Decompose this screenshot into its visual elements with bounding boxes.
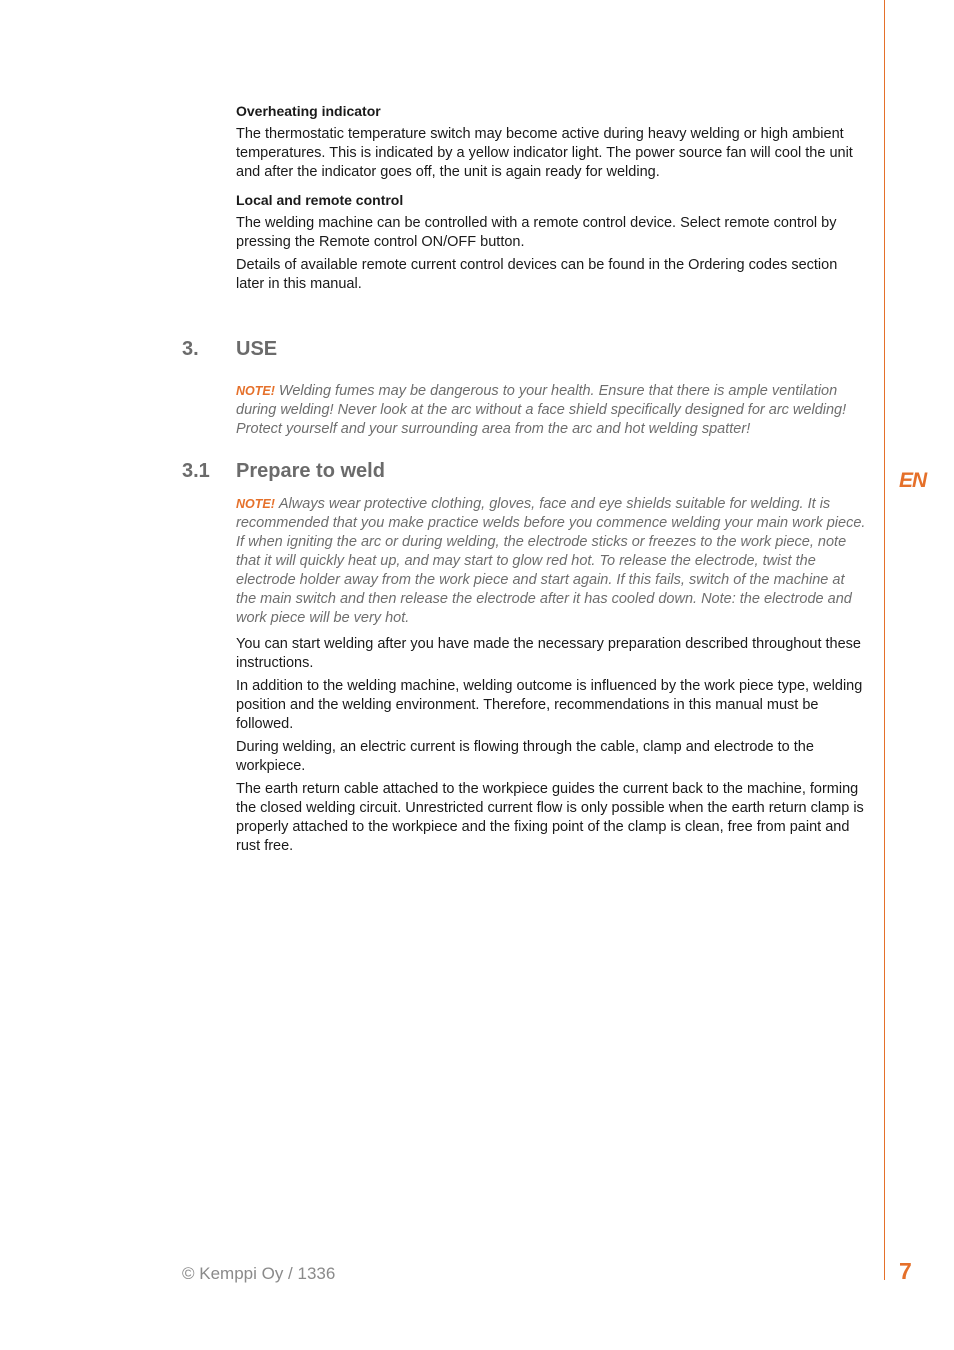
note-prepare-text: Always wear protective clothing, gloves, face and eye shields suitable for welding. It is recommended that you make practice welds before you commence welding your main work piece. If when igniting the arc or during welding, the electrode sticks or freezes to the work piece, note that it will quickly heat up, and may start to glow red hot. To release the electrode, twist the electrode holder away from the work piece and start again. If this fails, switch of the machine at the main switch and then release the electrode after it has cooled down. Note: the electrode and work piece will be very hot. xyxy=(236,496,866,626)
remote-text-2: Details of available remote current control devices can be found in the Ordering codes section later in this manual. xyxy=(236,257,838,292)
section-3-1-title: Prepare to weld xyxy=(236,460,385,482)
section-3-title: USE xyxy=(236,338,278,360)
page-number: 7 xyxy=(899,1258,912,1284)
remote-text-1: The welding machine can be controlled with a remote control device. Select remote control by pressing the Remote control ON/OFF button. xyxy=(236,215,837,250)
note-use xyxy=(236,382,866,439)
section-3-number: 3. xyxy=(182,338,199,360)
remote-title: Local and remote control xyxy=(236,192,404,208)
overheating-text: The thermostatic temperature switch may become active during heavy welding or high ambient temperatures. This is indicated by a yellow indicator light. The power source fan will cool the unit and after the indicator goes off, the unit is again ready for welding. xyxy=(236,126,853,180)
section-overheating xyxy=(236,102,866,294)
paragraph: You can start welding after you have made the necessary preparation described throughout these instructions. xyxy=(236,636,861,671)
language-tab: EN xyxy=(899,469,927,492)
note-label: NOTE! xyxy=(236,497,275,511)
note-use-text: Welding fumes may be dangerous to your health. Ensure that there is ample ventilation during welding! Never look at the arc without a face shield specifically designed for arc welding! Protect yourself and your surrounding area from the arc and hot welding spatter! xyxy=(236,383,847,437)
overheating-title: Overheating indicator xyxy=(236,103,381,119)
section-3-note xyxy=(236,382,866,439)
note-prepare xyxy=(236,495,866,628)
paragraph: During welding, an electric current is flowing through the cable, clamp and electrode to the workpiece. xyxy=(236,739,814,774)
section-3-1-body xyxy=(236,495,866,856)
paragraph: In addition to the welding machine, welding outcome is influenced by the work piece type, welding position and the welding environment. Therefore, recommendations in this manual must be followed. xyxy=(236,678,863,732)
footer-copyright: © Kemppi Oy / 1336 xyxy=(182,1264,336,1283)
paragraph: The earth return cable attached to the workpiece guides the current back to the machine, forming the closed welding circuit. Unrestricted current flow is only possible when the earth return clamp is properly attached to the workpiece and the fixing point of the clamp is clean, free from paint and rust free. xyxy=(236,781,864,854)
section-3-1-number: 3.1 xyxy=(182,460,210,482)
sidebar-divider xyxy=(884,0,885,1280)
section-3-1-heading xyxy=(182,459,385,483)
section-3-heading xyxy=(182,337,277,361)
note-label: NOTE! xyxy=(236,384,275,398)
